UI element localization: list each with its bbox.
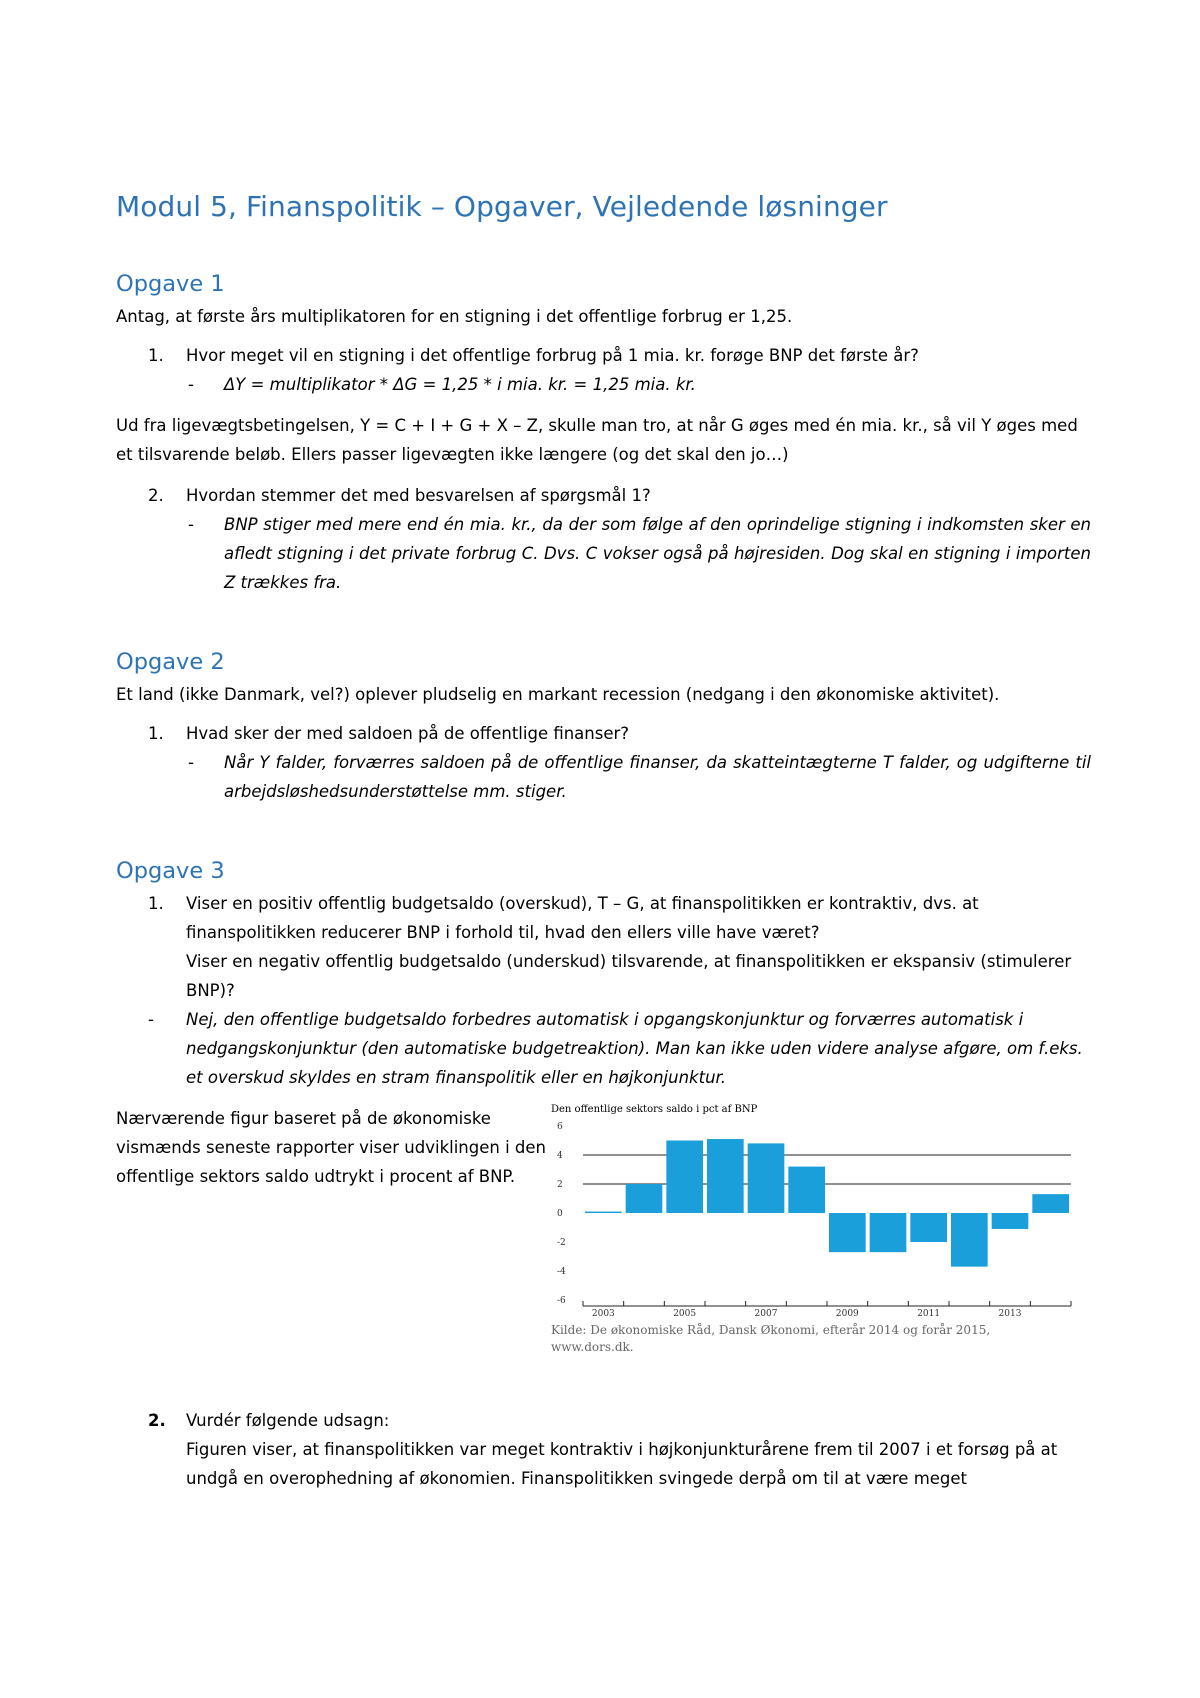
opgave-1-answer-1 (116, 370, 1091, 399)
answer-bullet: - (148, 1010, 154, 1029)
answer-bullet: - (188, 753, 194, 772)
y-tick-label: 0 (557, 1209, 563, 1219)
question-text: Hvad sker der med saldoen på de offentlige finanser? (186, 724, 630, 743)
bar-2009 (829, 1213, 866, 1252)
x-tick-label: 2003 (591, 1309, 615, 1319)
bar-2011 (910, 1213, 947, 1242)
opgave-1-question-1 (116, 341, 1091, 370)
bar-2007 (748, 1143, 785, 1213)
answer-bullet: - (188, 515, 194, 534)
opgave-1-question-2 (116, 481, 1091, 510)
y-tick-label: 4 (557, 1151, 563, 1161)
bar-2014 (1032, 1194, 1069, 1213)
y-tick-label: -2 (557, 1238, 566, 1248)
opgave-1-answer-2 (116, 510, 1091, 597)
opgave-3-heading: Opgave 3 (116, 858, 225, 884)
figure-section (116, 1104, 1091, 1394)
x-tick-label: 2005 (673, 1309, 697, 1319)
bar-2003 (585, 1212, 622, 1214)
opgave-1-heading: Opgave 1 (116, 271, 225, 297)
x-tick-label: 2013 (998, 1309, 1022, 1319)
y-tick-label: 2 (557, 1180, 563, 1190)
answer-text: BNP stiger med mere end én mia. kr., da der som følge af den oprindelige stigning i indkomsten sker en afledt stigning i det private forbrug C. Dvs. C vokser også på højresiden. Dog skal en stigning i importen Z trækkes fra. (224, 515, 1091, 592)
chart-title: Den offentlige sektors saldo i pct af BNP (551, 1104, 758, 1115)
question-label: Vurdér følgende udsagn: (186, 1411, 390, 1430)
y-tick-label: 6 (557, 1122, 563, 1132)
question-number: 1. (148, 346, 164, 365)
question-number: 2. (148, 1411, 166, 1430)
figure-description: Nærværende figur baseret på de økonomiske vismænds seneste rapporter viser udviklingen i den offentlige sektors saldo udtrykt i procent af BNP. (116, 1109, 547, 1186)
question-text: Hvor meget vil en stigning i det offentlige forbrug på 1 mia. kr. forøge BNP det første år? (186, 346, 919, 365)
answer-text: Når Y falder, forværres saldoen på de offentlige finanser, da skatteintægterne T falder, og udgifterne til arbejdsløshedsunderstøttelse mm. stiger. (224, 753, 1091, 801)
chart-source: Kilde: De økonomiske Råd, Dansk Økonomi, efterår 2014 og forår 2015, www.dors.dk. (551, 1323, 991, 1354)
saldo-chart (541, 1104, 1081, 1374)
opgave-3-question-2 (116, 1406, 1091, 1493)
opgave-3-answer-1 (116, 1005, 1091, 1092)
bar-2008 (788, 1167, 825, 1213)
opgave-2-question-1 (116, 719, 1091, 748)
answer-bullet: - (188, 375, 194, 394)
question-text-line-2: Viser en negativ offentlig budgetsaldo (underskud) tilsvarende, at finanspolitikken er ekspansiv (stimulerer BNP)? (186, 952, 1072, 1000)
answer-text: Nej, den offentlige budgetsaldo forbedres automatisk i opgangskonjunktur og forværres automatisk i nedgangskonjunktur (den automatiske budgetreaktion). Man kan ikke uden videre analyse afgøre, om f.eks. et overskud skyldes en stram finanspolitik eller en højkonjunktur. (186, 1010, 1083, 1087)
bar-2006 (707, 1139, 744, 1213)
x-tick-label: 2007 (754, 1309, 778, 1319)
question-number: 2. (148, 486, 164, 505)
bar-2012 (951, 1213, 988, 1267)
opgave-3-question-1 (116, 889, 1091, 1005)
question-text: Hvordan stemmer det med besvarelsen af spørgsmål 1? (186, 486, 651, 505)
question-number: 1. (148, 724, 164, 743)
x-tick-label: 2009 (835, 1309, 859, 1319)
bar-2004 (626, 1184, 663, 1213)
opgave-2-heading: Opgave 2 (116, 649, 225, 675)
answer-text: ΔY = multiplikator * ΔG = 1,25 * i mia. kr. = 1,25 mia. kr. (224, 375, 696, 394)
opgave-2-intro: Et land (ikke Danmark, vel?) oplever pludselig en markant recession (nedgang i den økonomiske aktivitet). (116, 685, 1000, 704)
opgave-1-paragraph: Ud fra ligevægtsbetingelsen, Y = C + I + G + X – Z, skulle man tro, at når G øges med én mia. kr., så vil Y øges med et tilsvarende beløb. Ellers passer ligevægten ikke længere (og det skal den jo…) (116, 416, 1078, 464)
opgave-1-intro: Antag, at første års multiplikatoren for en stigning i det offentlige forbrug er 1,25. (116, 307, 793, 326)
document-page (116, 190, 1091, 1493)
question-number: 1. (148, 894, 164, 913)
y-tick-label: -4 (557, 1267, 566, 1277)
opgave-2-answer-1 (116, 748, 1091, 806)
bar-2013 (992, 1213, 1029, 1229)
y-tick-label: -6 (557, 1296, 566, 1306)
chart-canvas (541, 1114, 1081, 1329)
document-title: Modul 5, Finanspolitik – Opgaver, Vejledende løsninger (116, 190, 888, 223)
bar-2010 (870, 1213, 907, 1252)
question-statement: Figuren viser, at finanspolitikken var meget kontraktiv i højkonjunkturårene frem til 2007 i et forsøg på at undgå en overophedning af økonomien. Finanspolitikken svingede derpå om til at være meget (186, 1440, 1058, 1488)
x-tick-label: 2011 (917, 1309, 941, 1319)
bar-2005 (666, 1141, 703, 1214)
question-text-line-1: Viser en positiv offentlig budgetsaldo (overskud), T – G, at finanspolitikken er kontraktiv, dvs. at finanspolitikken reducerer BNP i forhold til, hvad den ellers ville have været? (186, 894, 979, 942)
